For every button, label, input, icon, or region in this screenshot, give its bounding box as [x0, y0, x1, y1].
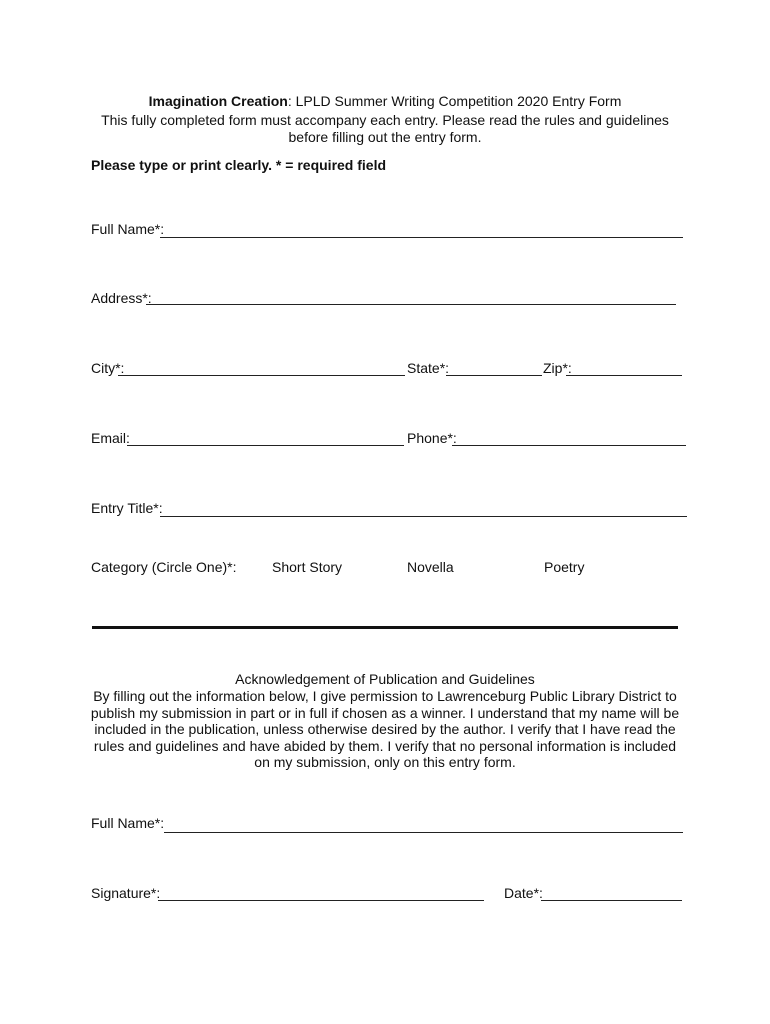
entry-title-field[interactable]: [160, 516, 687, 517]
category-option-novella[interactable]: Novella: [407, 559, 454, 575]
ack-full-name-label: Full Name*:: [91, 815, 165, 831]
form-title-bold: Imagination Creation: [148, 93, 288, 109]
full-name-label: Full Name*:: [91, 221, 165, 237]
phone-field[interactable]: [452, 445, 686, 446]
date-label: Date*:: [504, 885, 543, 901]
section-divider: [92, 626, 678, 629]
ack-full-name-field[interactable]: [164, 832, 683, 833]
intro-line-1: This fully completed form must accompany each entry. Please read the rules and guidelines: [101, 112, 669, 128]
acknowledgement-heading: Acknowledgement of Publication and Guidelines: [235, 671, 535, 687]
state-field[interactable]: [446, 375, 542, 376]
category-option-poetry[interactable]: Poetry: [544, 559, 585, 575]
category-label: Category (Circle One)*:: [91, 559, 237, 575]
full-name-field[interactable]: [160, 237, 683, 238]
city-field[interactable]: [118, 375, 405, 376]
state-label: State*:: [407, 360, 450, 376]
date-field[interactable]: [541, 900, 682, 901]
address-label: Address*:: [91, 290, 152, 306]
email-label: Email:: [91, 430, 130, 446]
instruction-text: Please type or print clearly. * = required field: [91, 157, 387, 173]
signature-label: Signature*:: [91, 885, 161, 901]
acknowledgement-body: By filling out the information below, I give permission to Lawrenceburg Public Library District to publish my submission in part or in full if chosen as a winner. I understand that my name will be included in the publication, unless otherwise desired by the author. I verify that I have read the rules and guidelines and have abided by them. I verify that no personal information is included on my submission, only on this entry form.: [90, 688, 680, 770]
category-option-short-story[interactable]: Short Story: [272, 559, 343, 575]
signature-field[interactable]: [158, 900, 484, 901]
form-title: [0, 93, 770, 110]
zip-label: Zip*:: [543, 360, 572, 376]
email-field[interactable]: [127, 445, 404, 446]
intro-line-2: before filling out the entry form.: [288, 129, 482, 145]
address-field[interactable]: [146, 304, 676, 305]
city-label: City*:: [91, 360, 125, 376]
form-title-rest: : LPLD Summer Writing Competition 2020 Entry Form: [287, 93, 622, 109]
phone-label: Phone*:: [407, 430, 457, 446]
entry-title-label: Entry Title*:: [91, 500, 163, 516]
zip-field[interactable]: [566, 375, 682, 376]
